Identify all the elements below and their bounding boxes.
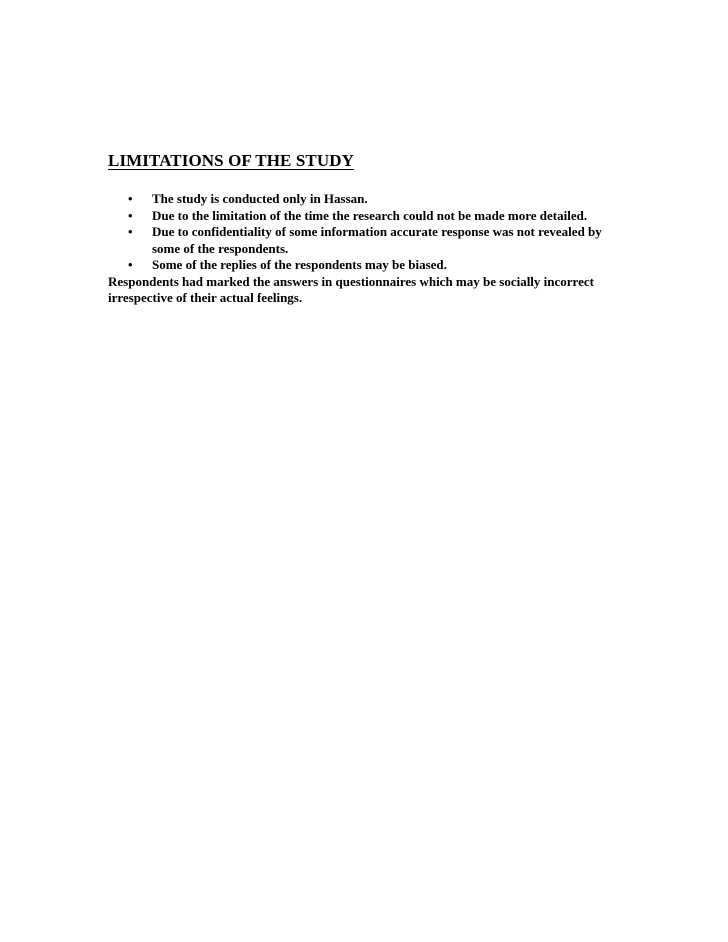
bullet-icon: • <box>128 257 133 272</box>
bullet-icon: • <box>128 207 133 223</box>
list-item <box>108 257 608 274</box>
list-item-text: Due to the limitation of the time the research could not be made more detailed. <box>152 207 588 223</box>
limitations-list <box>108 191 608 274</box>
bullet-icon: • <box>128 191 133 206</box>
bullet-icon: • <box>128 224 133 239</box>
list-item <box>108 208 608 225</box>
list-item-text: The study is conducted only in Hassan. <box>152 191 368 206</box>
list-item-text: Due to confidentiality of some information accurate response was not revealed by some of the respondents. <box>152 224 602 256</box>
list-item <box>108 224 608 257</box>
list-item-text: Some of the replies of the respondents may be biased. <box>152 257 447 272</box>
list-item <box>108 191 608 208</box>
section-title: LIMITATIONS OF THE STUDY <box>108 151 354 170</box>
section-limitations <box>108 151 608 307</box>
body-paragraph: Respondents had marked the answers in questionnaires which may be socially incorrect irrespective of their actual feelings. <box>108 273 594 305</box>
